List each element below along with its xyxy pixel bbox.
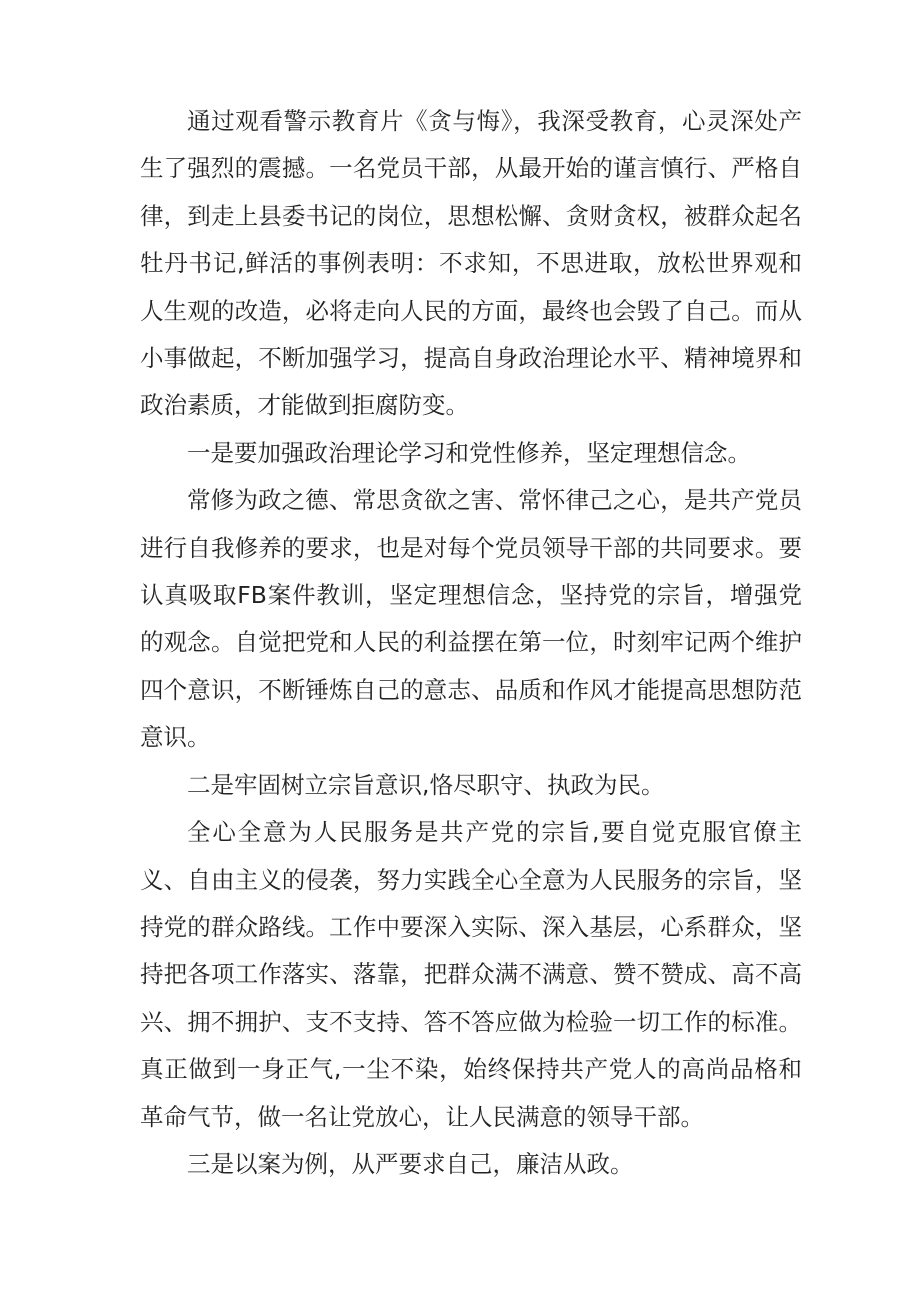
paragraph-point-two-heading: 二是牢固树立宗旨意识,恪尽职守、执政为民。 xyxy=(187,770,665,799)
document-body xyxy=(140,98,802,1188)
paragraph-point-one-heading: 一是要加强政治理论学习和党性修养，坚定理想信念。 xyxy=(187,438,751,467)
paragraph-point-three-heading: 三是以案为例，从严要求自己，廉洁从政。 xyxy=(187,1149,634,1178)
paragraph-intro: 通过观看警示教育片《贪与悔》，我深受教育，心灵深处产生了强烈的震撼。一名党员干部，从最开始的谨言慎行、严格自律，到走上县委书记的岗位，思想松懈、贪财贪权，被群众起名牡丹书记,鲜活的事例表明：不求知，不思进取，放松世界观和人生观的改造，必将走向人民的方面，最终也会毁了自己。而从小事做起，不断加强学习，提高自身政治理论水平、精神境界和政治素质，才能做到拒腐防变。 xyxy=(140,107,802,420)
paragraph-point-one-body: 常修为政之德、常思贪欲之害、常怀律己之心，是共产党员进行自我修养的要求，也是对每个党员领导干部的共同要求。要认真吸取FB案件教训，坚定理想信念，坚持党的宗旨，增强党的观念。自觉把党和人民的利益摆在第一位，时刻牢记两个维护四个意识，不断锤炼自己的意志、品质和作风才能提高思想防范意识。 xyxy=(140,486,802,752)
paragraph-point-two-body: 全心全意为人民服务是共产党的宗旨,要自觉克服官僚主义、自由主义的侵袭，努力实践全心全意为人民服务的宗旨，坚持党的群众路线。工作中要深入实际、深入基层，心系群众，坚持把各项工作落实、落靠，把群众满不满意、赞不赞成、高不高兴、拥不拥护、支不支持、答不答应做为检验一切工作的标准。真正做到一身正气,一尘不染，始终保持共产党人的高尚品格和革命气节，做一名让党放心，让人民满意的领导干部。 xyxy=(140,818,802,1131)
